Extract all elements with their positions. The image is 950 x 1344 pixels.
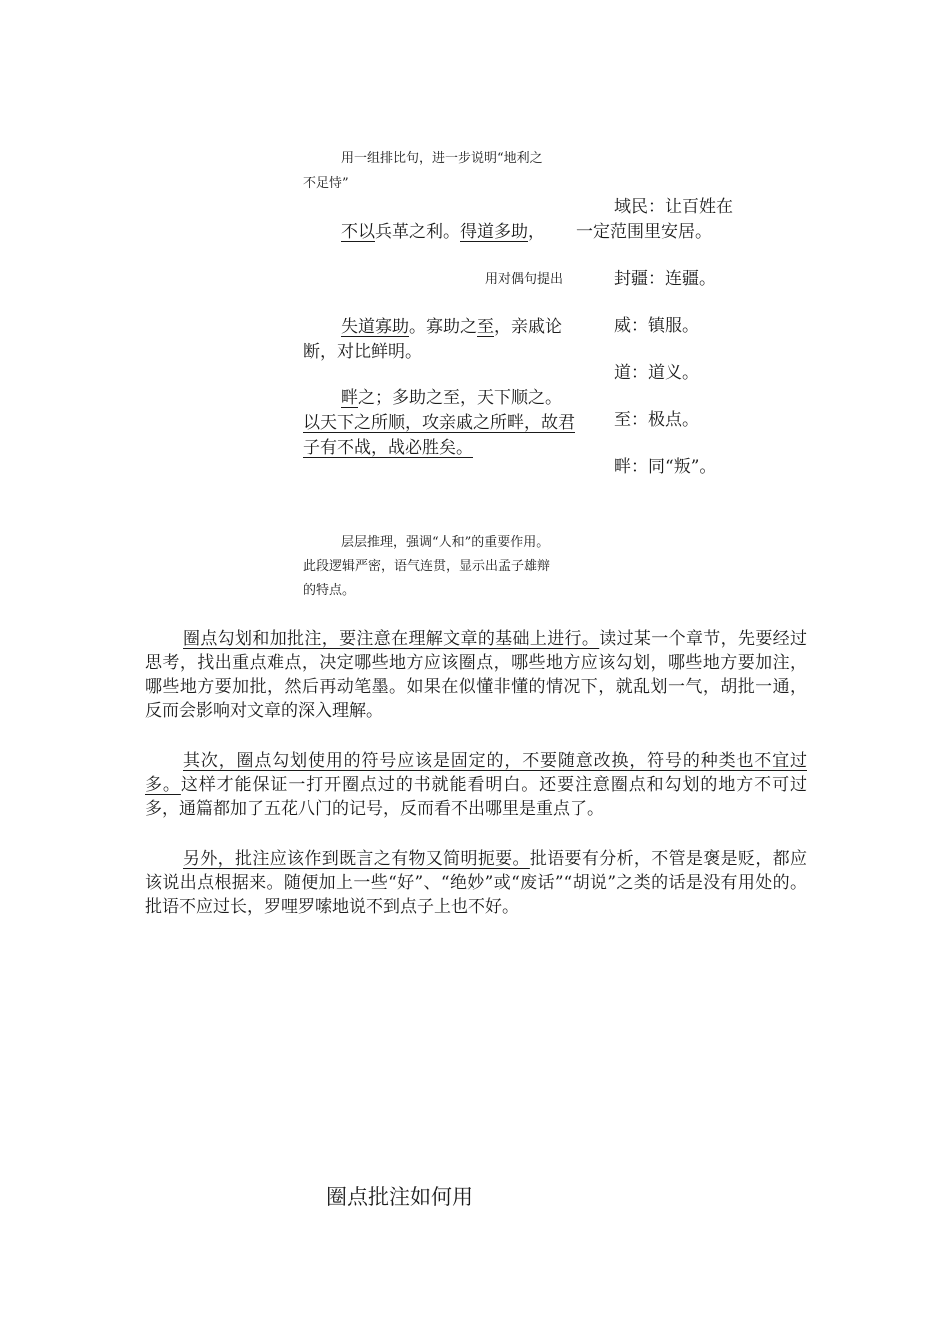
body-paragraph-2 xyxy=(145,749,807,821)
annotation-note-1 xyxy=(303,147,575,171)
example-text: 之；多助之至，天下顺之。 xyxy=(358,388,562,408)
example-text: ， xyxy=(528,222,545,242)
underlined-phrase: 得道多助 xyxy=(460,222,528,242)
example-text-line-1 xyxy=(341,220,545,245)
paragraph-text: 这样才能保证一打开圈点过的书就能看明白。还要注意圈点和勾划的地方不可过多，通篇都加了五花八门的记号，反而看不出哪里是重点了。 xyxy=(145,775,808,819)
underlined-phrase: 失道寡助 xyxy=(341,317,409,337)
annotation-note-3-line-1: 层层推理，强调“人和”的重要作用。 xyxy=(341,535,550,550)
document-title: 圈点批注如何用 xyxy=(326,1185,473,1209)
gloss-item-5: 至：极点。 xyxy=(614,410,699,430)
gloss-item-4: 道：道义。 xyxy=(614,363,699,383)
example-text-para-2 xyxy=(303,315,575,365)
gloss-item-1-line-2: 一定范围里安居。 xyxy=(576,222,712,242)
annotation-note-3-line-2: 此段逻辑严密，语气连贯，显示出孟子雄辩 xyxy=(303,559,551,574)
paragraph-text: 读过某一个章节，先要经过思考，找出重点难点，决定哪些地方应该圈点，哪些地方应该勾划，哪些地方要加注，哪些地方要加批，然后再动笔墨。如果在似懂非懂的情况下，就乱划一气，胡批一通，反而会影响对文章的深入理解。 xyxy=(145,629,808,721)
underlined-sentence: 其次，圈点勾划使用的符号应该是固定的，不要随意改换，符号的种类也不宜过多。 xyxy=(145,751,807,795)
underlined-phrase: 不以 xyxy=(341,222,375,242)
underlined-sentence: 另外，批注应该作到既言之有物又简明扼要。 xyxy=(183,849,530,869)
gloss-item-1-line-1: 域民：让百姓在 xyxy=(614,197,733,217)
paragraph-text: 批语要有分析，不管是褒是贬，都应该说出点根据来。随便加上一些“好”、“绝妙”或“废话”“胡说”之类的话是没有用处的。批语不应过长，罗哩罗嗦地说不到点子上也不好。 xyxy=(145,849,808,917)
underlined-phrase: 至 xyxy=(477,317,494,337)
gloss-item-3: 威：镇服。 xyxy=(614,316,699,336)
underlined-sentence: 圈点勾划和加批注，要注意在理解文章的基础上进行。 xyxy=(183,629,600,649)
annotation-note-2 xyxy=(485,268,563,292)
annotation-note-1-line-2: 不足恃” xyxy=(303,176,349,191)
annotation-note-3 xyxy=(303,531,575,603)
gloss-item-2: 封疆：连疆。 xyxy=(614,269,716,289)
example-text: ，亲戚论断，对比鲜明。 xyxy=(303,317,562,362)
annotation-note-2-text: 用对偶句提出 xyxy=(485,272,564,287)
underlined-phrase: 畔 xyxy=(341,388,358,408)
example-text: 。寡助之 xyxy=(409,317,477,337)
underlined-phrase: 以天下之所顺，攻亲戚之所畔，故君子有不战，战必胜矣。 xyxy=(303,413,575,458)
body-paragraph-3 xyxy=(145,847,807,919)
gloss-item-6: 畔：同“叛”。 xyxy=(614,457,717,477)
example-text-para-3 xyxy=(303,386,575,461)
annotation-note-1-line-1: 用一组排比句，进一步说明“地利之 xyxy=(341,151,543,166)
annotation-note-1-continuation xyxy=(303,172,575,196)
body-paragraph-1 xyxy=(145,627,807,723)
example-text: 兵革之利。 xyxy=(375,222,460,242)
annotation-note-3-line-3: 的特点。 xyxy=(303,583,356,598)
